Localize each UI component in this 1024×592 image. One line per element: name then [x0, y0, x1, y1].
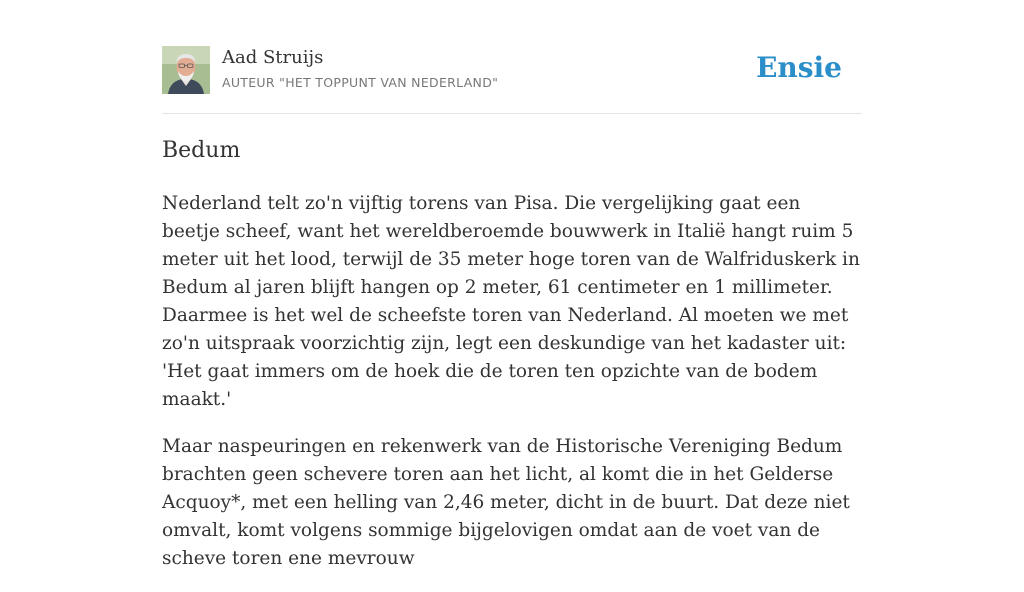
article-paragraph: Maar naspeuringen en rekenwerk van de Historische Vereniging Bedum brachten geen schevere toren aan het licht, al komt die in het Gelderse Acquoy*, met een helling van 2,46 meter, dicht in de buurt. Dat deze niet omvalt, komt volgens sommige bijgelovigen omdat aan de voet van de scheve toren ene mevrouw	[162, 436, 850, 569]
article-paragraph: Nederland telt zo'n vijftig torens van Pisa. Die vergelijking gaat een beetje scheef, want het wereldberoemde bouwwerk in Italië hangt ruim 5 meter uit het lood, terwijl de 35 meter hoge toren van de Walfriduskerk in Bedum al jaren blijft hangen op 2 meter, 61 centimeter en 1 millimeter. Daarmee is het wel de scheefste toren van Nederland. Al moeten we met zo'n uitspraak voorzichtig zijn, legt een deskundige van het kadaster uit: 'Het gaat immers om de hoek die de toren ten opzichte van de bodem maakt.'	[162, 193, 860, 410]
author-name[interactable]: Aad Struijs	[222, 47, 324, 68]
author-photo-icon	[162, 46, 210, 94]
ensie-logo[interactable]: Ensie	[756, 51, 842, 84]
header-divider	[162, 113, 862, 114]
article-title: Bedum	[162, 138, 241, 163]
author-role: AUTEUR "HET TOPPUNT VAN NEDERLAND"	[222, 75, 499, 90]
author-avatar[interactable]	[162, 46, 210, 94]
article-body	[162, 190, 862, 592]
author-header	[162, 46, 862, 96]
